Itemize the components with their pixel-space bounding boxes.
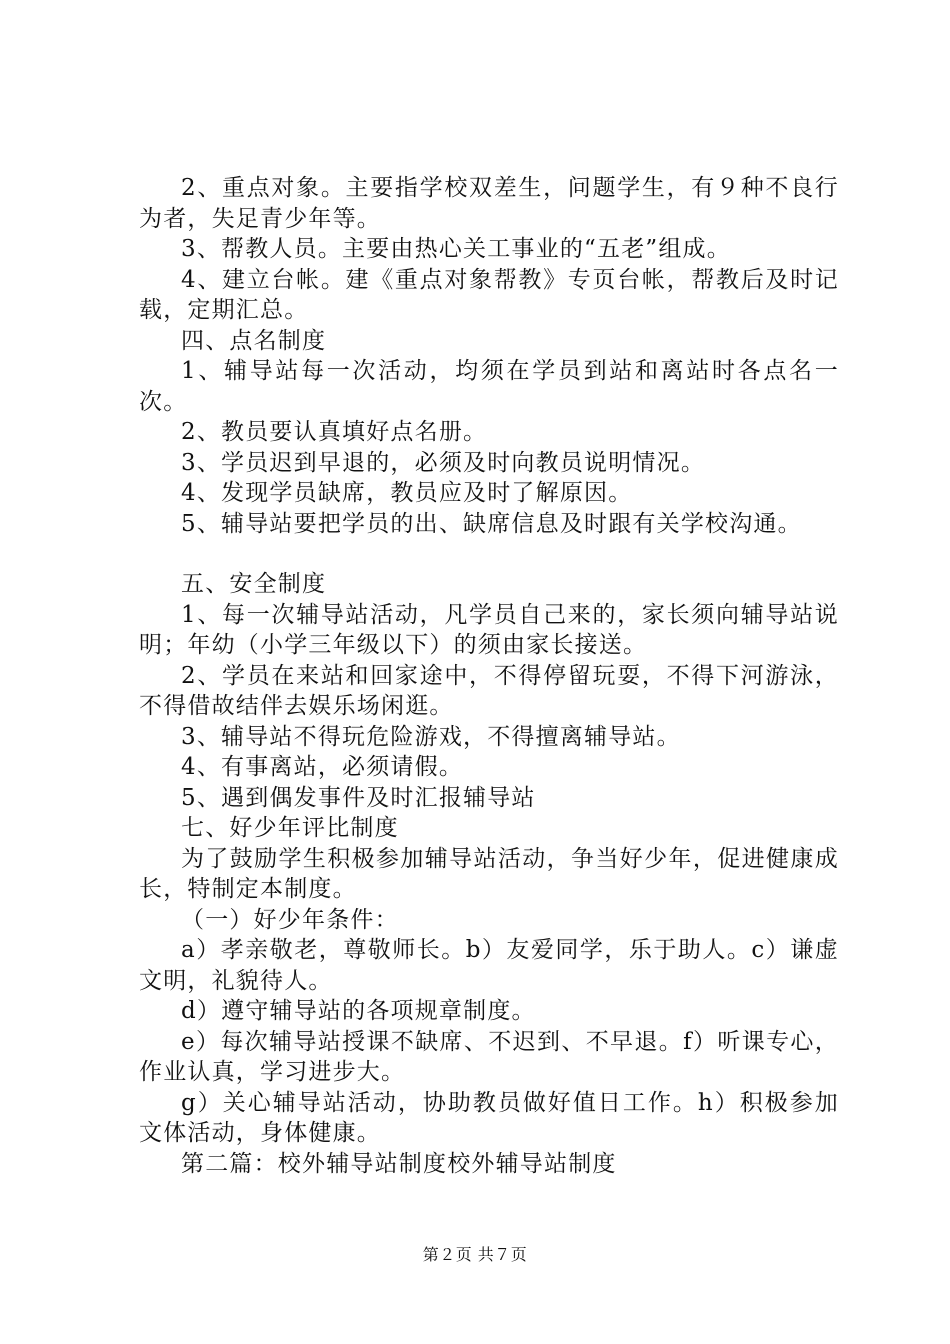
paragraph-part-two-title: 第二篇：校外辅导站制度校外辅导站制度 <box>181 1150 617 1177</box>
paragraph-safety-3: 3、辅导站不得玩危险游戏，不得擅离辅导站。 <box>181 723 681 750</box>
paragraph-ledger: 4、建立台帐。建《重点对象帮教》专页台帐，帮教后及时记载，定期汇总。 <box>139 266 839 323</box>
document-body <box>139 173 839 1179</box>
paragraph-safety-5: 5、遇到偶发事件及时汇报辅导站 <box>181 784 536 811</box>
paragraph-conditions-gh: g）关心辅导站活动，协助教员做好值日工作。h）积极参加文体活动，身体健康。 <box>139 1089 839 1146</box>
section-heading-good-youth: 七、好少年评比制度 <box>181 815 399 841</box>
paragraph-good-youth-intro: 为了鼓励学生积极参加辅导站活动，争当好少年，促进健康成长，特制定本制度。 <box>139 845 839 902</box>
paragraph-roll-call-2: 2、教员要认真填好点名册。 <box>181 419 488 445</box>
paragraph-roll-call-4: 4、发现学员缺席，教员应及时了解原因。 <box>181 480 633 506</box>
paragraph-roll-call-5: 5、辅导站要把学员的出、缺席信息及时跟有关学校沟通。 <box>181 510 802 537</box>
paragraph-conditions-ef: e）每次辅导站授课不缺席、不迟到、不早退。f）听课专心，作业认真，学习进步大。 <box>139 1028 839 1085</box>
page-number-footer: 第２页 共７页 <box>422 1245 528 1264</box>
paragraph-safety-1: 1、每一次辅导站活动，凡学员自己来的，家长须向辅导站说明；年幼（小学三年级以下）的须由家长接送。 <box>139 601 839 658</box>
paragraph-condition-d: d）遵守辅导站的各项规章制度。 <box>181 998 536 1024</box>
section-heading-safety: 五、安全制度 <box>181 571 327 597</box>
paragraph-safety-4: 4、有事离站，必须请假。 <box>181 754 464 780</box>
paragraph-conditions-abc: a）孝亲敬老，尊敬师长。b）友爱同学，乐于助人。c）谦虚文明，礼貌待人。 <box>139 937 839 994</box>
blank-line <box>139 539 839 569</box>
paragraph-roll-call-3: 3、学员迟到早退的，必须及时向教员说明情况。 <box>181 449 706 476</box>
paragraph-roll-call-1: 1、辅导站每一次活动，均须在学员到站和离站时各点名一次。 <box>139 358 839 415</box>
paragraph-key-targets: 2、重点对象。主要指学校双差生，问题学生，有９种不良行为者，失足青少年等。 <box>139 175 839 232</box>
section-heading-roll-call: 四、点名制度 <box>181 327 327 354</box>
paragraph-helpers: 3、帮教人员。主要由热心关工事业的“五老”组成。 <box>181 236 731 262</box>
paragraph-safety-2: 2、学员在来站和回家途中，不得停留玩耍，不得下河游泳，不得借故结伴去娱乐场闲逛。 <box>139 662 839 719</box>
subheading-good-youth-conditions: （一）好少年条件： <box>181 906 399 933</box>
